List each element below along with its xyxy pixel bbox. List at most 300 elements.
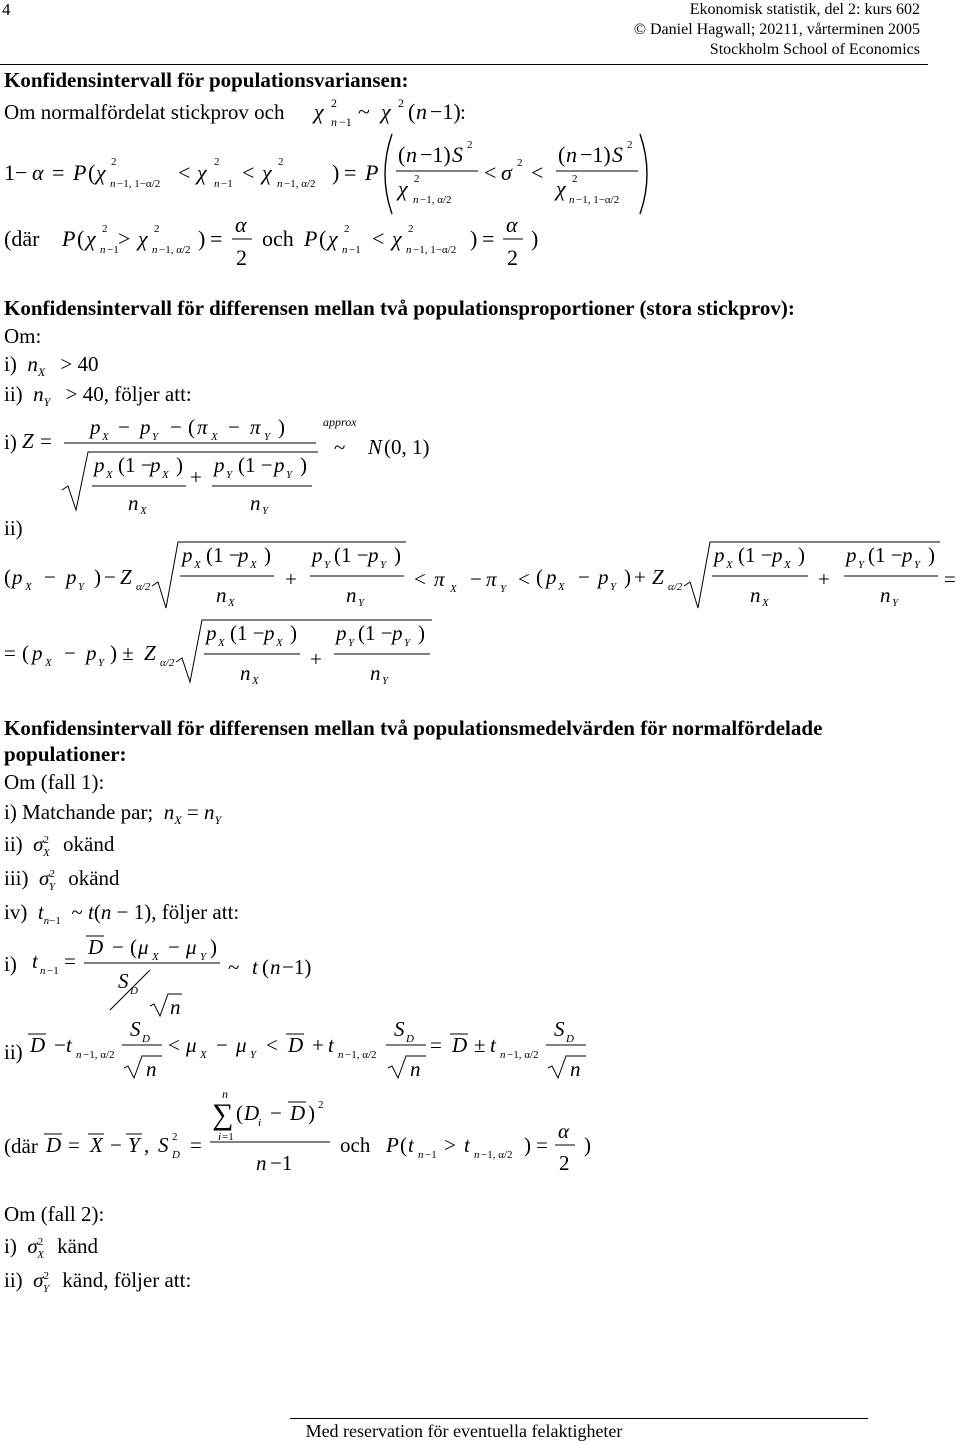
svg-text:Y: Y <box>264 431 271 443</box>
svg-text:μ: μ <box>138 935 149 959</box>
svg-text:p: p <box>150 453 161 477</box>
svg-text:±: ± <box>474 1033 486 1057</box>
svg-text:(: ( <box>536 565 543 589</box>
svg-text:): ) <box>308 1101 315 1125</box>
fall2-cond-2-known: känd, följer att: <box>62 1268 192 1292</box>
svg-text:): ) <box>264 543 271 567</box>
svg-text:n: n <box>331 115 337 129</box>
cond-4-label: iv) <box>4 900 28 924</box>
variance-formulas <box>0 92 960 272</box>
svg-text:−1, 1−α/2: −1, 1−α/2 <box>117 178 161 190</box>
svg-text:~: ~ <box>358 99 370 124</box>
fall2-cond-1: i) $\sigma^2_X$ känd <box>4 1234 98 1262</box>
svg-text:−1, α/2: −1, α/2 <box>159 244 191 256</box>
svg-text:<: < <box>372 226 385 251</box>
svg-text:X: X <box>450 583 457 595</box>
svg-text:): ) <box>210 935 217 959</box>
svg-text:−: − <box>112 935 124 959</box>
svg-text:): ) <box>332 160 340 185</box>
svg-text:(: ( <box>236 1101 243 1125</box>
section-heading-proportions: Konfidensintervall för differensen mellan två populationsproportioner (stora stickprov): <box>4 296 795 320</box>
svg-text:): ) <box>470 226 478 251</box>
svg-text:(: ( <box>130 935 137 959</box>
svg-text:n: n <box>214 178 220 190</box>
means-om-fall-2: Om (fall 2): <box>4 1202 105 1226</box>
svg-text:n: n <box>240 661 251 685</box>
svg-text:(: ( <box>77 226 85 251</box>
svg-text:D: D <box>172 1149 180 1161</box>
svg-text:,: , <box>144 1133 150 1157</box>
svg-text:−: − <box>170 415 182 439</box>
svg-text:n: n <box>338 1049 344 1061</box>
svg-text:=: = <box>4 641 16 665</box>
svg-text:−: − <box>578 565 590 589</box>
svg-text:π: π <box>197 415 208 439</box>
svg-text:>: > <box>444 1133 456 1157</box>
svg-text:X: X <box>162 469 169 481</box>
svg-text:p: p <box>214 453 225 477</box>
svg-text:Y: Y <box>348 637 355 649</box>
svg-text:t: t <box>32 949 38 973</box>
svg-text:π: π <box>486 567 497 591</box>
svg-text:D: D <box>406 1033 414 1045</box>
svg-text:−: − <box>54 1033 66 1057</box>
svg-text:D: D <box>30 1033 46 1057</box>
svg-text:p: p <box>546 565 557 589</box>
svg-text:X: X <box>252 675 259 687</box>
svg-text:n: n <box>270 955 281 979</box>
svg-text:−1): −1) <box>420 142 451 167</box>
svg-text:Y: Y <box>858 559 865 571</box>
svg-text:2: 2 <box>236 245 247 270</box>
cond-matchande-par: i) Matchande par; <box>4 800 154 824</box>
svg-text:n: n <box>256 1151 267 1175</box>
svg-text:α/2: α/2 <box>136 581 151 593</box>
svg-text:Y: Y <box>262 505 269 517</box>
svg-text:X: X <box>211 431 218 443</box>
svg-text:Y: Y <box>152 431 159 443</box>
svg-text:n: n <box>222 1087 228 1101</box>
svg-text:): ) <box>524 1133 531 1157</box>
svg-text:2: 2 <box>559 1151 570 1175</box>
svg-text:n: n <box>250 491 261 515</box>
t-statistic-label: i) <box>4 952 17 976</box>
svg-text:P: P <box>62 226 76 251</box>
svg-text:<: < <box>168 1033 180 1057</box>
svg-text:=: = <box>52 160 65 185</box>
svg-text:−1, α/2: −1, α/2 <box>284 178 316 190</box>
svg-text:): ) <box>394 543 401 567</box>
svg-text:p: p <box>714 543 725 567</box>
svg-text:): ) <box>928 543 935 567</box>
svg-text:Z: Z <box>22 429 34 453</box>
svg-text:p: p <box>264 621 275 645</box>
svg-text:2: 2 <box>414 173 420 185</box>
svg-text:−1): −1) <box>282 955 312 979</box>
svg-text:<: < <box>484 160 497 185</box>
svg-text:p: p <box>90 415 101 439</box>
svg-text:1−: 1− <box>4 160 28 185</box>
svg-text:p: p <box>140 415 151 439</box>
svg-text:S: S <box>118 969 129 993</box>
svg-text:Y: Y <box>286 469 293 481</box>
svg-text:α: α <box>235 212 247 237</box>
header-divider <box>0 64 928 65</box>
svg-text:t: t <box>252 955 258 979</box>
svg-text:∑: ∑ <box>212 1098 234 1131</box>
proportion-formulas <box>0 410 960 690</box>
svg-text:p: p <box>238 543 249 567</box>
svg-text:t: t <box>328 1033 334 1057</box>
svg-text:p: p <box>66 565 77 589</box>
svg-text:D: D <box>452 1033 468 1057</box>
section-heading-means-line1: Konfidensintervall för differensen mellan två populationsmedelvärden för normalfördelade <box>4 716 823 740</box>
svg-text:n: n <box>216 583 227 607</box>
svg-text:=: = <box>536 1133 548 1157</box>
svg-text:n: n <box>750 583 761 607</box>
svg-text:2: 2 <box>507 245 518 270</box>
svg-text:2: 2 <box>278 156 284 168</box>
svg-text:X: X <box>558 581 565 593</box>
svg-text:+: + <box>312 1033 324 1057</box>
svg-text:n: n <box>100 244 106 256</box>
svg-text:−1: −1 <box>349 244 361 256</box>
footer-disclaimer: Med reservation för eventuella felaktigheter <box>305 1421 623 1441</box>
cond-3-label: iii) <box>4 866 29 890</box>
svg-text:χ: χ <box>556 176 566 201</box>
svg-text:X: X <box>152 951 159 963</box>
svg-text:−1: −1 <box>107 244 119 256</box>
svg-text:Y: Y <box>380 559 387 571</box>
fall2-cond-1-known: känd <box>57 1234 98 1258</box>
svg-text:2: 2 <box>172 1131 178 1143</box>
svg-text:σ: σ <box>501 160 512 185</box>
svg-text:p: p <box>336 621 347 645</box>
svg-text:π: π <box>434 567 445 591</box>
svg-text:−: − <box>270 1101 282 1125</box>
svg-text:+: + <box>310 647 322 671</box>
dar-label: (där <box>4 1134 38 1158</box>
svg-text:χ: χ <box>381 99 391 124</box>
svg-text:P: P <box>304 226 318 251</box>
svg-text:(1 −: (1 − <box>358 621 393 645</box>
svg-text:χ: χ <box>86 226 96 251</box>
svg-text:+: + <box>818 567 830 591</box>
svg-text:n: n <box>370 661 381 685</box>
svg-text:): ) <box>531 226 539 251</box>
means-om-fall-1: Om (fall 1): <box>4 770 105 794</box>
z-statistic-label: i) <box>4 430 17 454</box>
svg-text:(: ( <box>400 1133 407 1157</box>
svg-text:<: < <box>242 160 255 185</box>
svg-text:χ: χ <box>392 226 402 251</box>
svg-text:n: n <box>474 1149 480 1161</box>
svg-text:n: n <box>500 1049 506 1061</box>
svg-text:): ) <box>624 565 631 589</box>
variance-intro-prefix: Om normalfördelat stickprov och <box>4 100 285 124</box>
section-heading-variance: Konfidensintervall för populationsvariansen: <box>4 68 409 92</box>
svg-text:(1 −: (1 − <box>738 543 773 567</box>
svg-text:(: ( <box>88 160 96 185</box>
svg-text:i: i <box>218 1131 222 1143</box>
svg-text:(där: (där <box>4 226 40 251</box>
svg-text:): ) <box>176 453 183 477</box>
svg-text:Y: Y <box>914 559 921 571</box>
svg-text:p: p <box>86 641 97 665</box>
svg-text:): ) <box>300 453 307 477</box>
page-number: 4 <box>2 0 11 19</box>
svg-text:X: X <box>276 637 283 649</box>
svg-text:Y: Y <box>892 597 899 609</box>
svg-text:Y: Y <box>358 597 365 609</box>
svg-text:2: 2 <box>111 156 117 168</box>
proportions-cond-1: i) $n_X > 40$ <box>4 352 99 380</box>
svg-text:−1, α/2: −1, α/2 <box>345 1049 377 1061</box>
means-cond-2: ii) $\sigma^2_X$ okänd <box>4 832 115 860</box>
svg-text:D: D <box>566 1033 574 1045</box>
svg-text:+: + <box>190 465 202 489</box>
svg-text:S: S <box>158 1133 169 1157</box>
svg-text:=: = <box>430 1033 442 1057</box>
svg-text:(1 −: (1 − <box>334 543 369 567</box>
svg-text:X: X <box>200 1049 207 1061</box>
cond-4-suffix: , följer att: <box>151 900 240 924</box>
svg-text:+: + <box>634 565 646 589</box>
svg-text:X: X <box>218 637 225 649</box>
svg-text:Y: Y <box>78 581 85 593</box>
svg-text:n: n <box>570 1057 581 1081</box>
svg-text:S: S <box>612 142 623 167</box>
svg-text:D: D <box>46 1133 62 1157</box>
svg-text:X: X <box>45 657 52 669</box>
svg-text:P: P <box>365 160 379 185</box>
svg-text:−1, α/2: −1, α/2 <box>420 194 452 206</box>
svg-text:p: p <box>846 543 857 567</box>
svg-text:): ) <box>418 621 425 645</box>
svg-text:(: ( <box>408 99 416 124</box>
svg-text:−1, 1−α/2: −1, 1−α/2 <box>413 244 457 256</box>
cond-2-label: ii) <box>4 832 23 856</box>
svg-text:−: − <box>470 567 482 591</box>
svg-text:p: p <box>392 621 403 645</box>
svg-text:−1: −1 <box>47 965 59 977</box>
svg-text:α: α <box>506 212 518 237</box>
svg-text:n: n <box>110 178 116 190</box>
svg-text:<: < <box>531 160 544 185</box>
svg-text:n: n <box>410 1057 421 1081</box>
svg-text:X: X <box>25 581 32 593</box>
svg-text:X: X <box>140 505 147 517</box>
svg-text:=: = <box>482 226 495 251</box>
svg-text:n: n <box>40 965 46 977</box>
svg-text:−: − <box>118 415 130 439</box>
svg-text:−1: −1 <box>425 1149 437 1161</box>
svg-text:) ±: ) ± <box>110 641 134 665</box>
svg-text:P: P <box>386 1133 399 1157</box>
svg-text:−1, α/2: −1, α/2 <box>83 1049 115 1061</box>
cond-1-label: i) <box>4 352 17 376</box>
school-name: Stockholm School of Economics <box>709 41 920 58</box>
svg-text:n: n <box>170 995 181 1019</box>
svg-text:−1: −1 <box>270 1151 293 1175</box>
means-cond-4: iv) $t_{n-1}$ ~ t(n − 1), följer att: <box>4 900 240 928</box>
svg-text:D: D <box>142 1033 150 1045</box>
svg-text:χ: χ <box>398 176 408 201</box>
svg-text:t: t <box>490 1033 496 1057</box>
svg-text:X: X <box>194 559 201 571</box>
svg-text:n: n <box>342 244 348 256</box>
svg-text:p: p <box>182 543 193 567</box>
course-title: Ekonomisk statistik, del 2: kurs 602 <box>689 1 920 18</box>
svg-text:=1: =1 <box>222 1131 234 1143</box>
svg-text:2: 2 <box>154 223 160 235</box>
svg-text:X: X <box>228 597 235 609</box>
svg-text:Y: Y <box>324 559 331 571</box>
proportion-ci-label: ii) <box>4 516 23 540</box>
svg-text:D: D <box>244 1101 260 1125</box>
mean-ci-label: ii) <box>4 1040 23 1064</box>
svg-text:Y: Y <box>226 469 233 481</box>
svg-text:−1, 1−α/2: −1, 1−α/2 <box>576 194 620 206</box>
svg-text:2: 2 <box>102 223 108 235</box>
svg-text:=: = <box>64 949 76 973</box>
svg-text:p: p <box>206 621 217 645</box>
svg-text:n: n <box>76 1049 82 1061</box>
fall2-cond-1-label: i) <box>4 1234 17 1258</box>
proportions-om: Om: <box>4 324 42 348</box>
fall2-cond-2: ii) $\sigma^2_Y$ känd, följer att: <box>4 1268 192 1296</box>
svg-text:t: t <box>464 1133 470 1157</box>
svg-text:−: − <box>228 415 240 439</box>
svg-text:p: p <box>902 543 913 567</box>
svg-text:−1): −1) <box>580 142 611 167</box>
svg-text:−: − <box>44 565 56 589</box>
svg-text:Z: Z <box>144 641 156 665</box>
cond-3-unknown: okänd <box>68 866 120 890</box>
svg-text:2: 2 <box>344 223 350 235</box>
svg-text:t: t <box>408 1133 414 1157</box>
svg-text:X: X <box>762 597 769 609</box>
svg-text:2: 2 <box>398 96 404 110</box>
svg-text:S: S <box>452 142 463 167</box>
svg-text:−1: −1 <box>339 115 352 129</box>
svg-text:n: n <box>880 583 891 607</box>
svg-text:−1, α/2: −1, α/2 <box>481 1149 513 1161</box>
svg-text:−: − <box>104 565 116 589</box>
svg-text:μ: μ <box>186 935 197 959</box>
approx-label: approx <box>323 415 357 429</box>
svg-text:(1 −: (1 − <box>238 453 273 477</box>
svg-text:<: < <box>178 160 191 185</box>
means-cond-3: iii) $\sigma^2_Y$ okänd <box>4 866 120 894</box>
svg-text:): ) <box>278 415 285 439</box>
svg-text:): ) <box>198 226 206 251</box>
svg-text:p: p <box>94 453 105 477</box>
svg-text:Y: Y <box>610 581 617 593</box>
svg-text:(: ( <box>4 565 11 589</box>
svg-text:<: < <box>518 567 530 591</box>
svg-text:+: + <box>285 567 297 591</box>
svg-text:2: 2 <box>517 157 523 169</box>
svg-text:−1): −1) <box>430 99 461 124</box>
svg-text:n: n <box>152 244 158 256</box>
svg-text:X: X <box>250 559 257 571</box>
svg-text:−: − <box>110 1133 122 1157</box>
svg-text:(: ( <box>319 226 327 251</box>
means-cond-1: i) Matchande par; $n_X = n_Y$ <box>4 800 222 828</box>
svg-text:<: < <box>414 567 426 591</box>
svg-text:2: 2 <box>627 139 633 151</box>
svg-text:(1 −: (1 − <box>206 543 241 567</box>
svg-text:p: p <box>312 543 323 567</box>
svg-text:Y: Y <box>500 583 507 595</box>
svg-text:(: ( <box>558 142 566 167</box>
svg-text:S: S <box>130 1017 141 1041</box>
svg-text:X: X <box>784 559 791 571</box>
svg-text:(: ( <box>398 142 406 167</box>
mean-formulas <box>0 930 960 1190</box>
svg-text:D: D <box>288 1033 304 1057</box>
variance-intro-suffix: : <box>460 100 466 124</box>
svg-text:−: − <box>64 641 76 665</box>
svg-text:Y: Y <box>98 657 105 669</box>
svg-text:π: π <box>250 415 261 439</box>
svg-text:2: 2 <box>318 1099 324 1111</box>
svg-text:n: n <box>346 583 357 607</box>
svg-text:): ) <box>798 543 805 567</box>
svg-text:p: p <box>274 453 285 477</box>
svg-text:=: = <box>210 226 223 251</box>
svg-text:χ: χ <box>96 160 106 185</box>
svg-text:2: 2 <box>467 139 473 151</box>
svg-text:t: t <box>66 1033 72 1057</box>
svg-text:>: > <box>118 226 131 251</box>
cond-2-unknown: okänd <box>63 832 115 856</box>
fall2-cond-2-label: ii) <box>4 1268 23 1292</box>
svg-text:~: ~ <box>228 955 240 979</box>
footer-divider <box>290 1418 868 1419</box>
svg-text:χ: χ <box>328 226 338 251</box>
svg-text:2: 2 <box>408 223 414 235</box>
cond-2-label: ii) <box>4 382 23 406</box>
svg-text:(: ( <box>22 641 29 665</box>
svg-text:=: = <box>68 1133 80 1157</box>
svg-text:i: i <box>258 1117 262 1129</box>
svg-text:p: p <box>598 565 609 589</box>
svg-text:n: n <box>566 142 577 167</box>
svg-text:−: − <box>168 935 180 959</box>
svg-text:Y: Y <box>128 1133 140 1157</box>
svg-text:p: p <box>772 543 783 567</box>
svg-text:α/2: α/2 <box>160 657 175 669</box>
svg-text:Y: Y <box>382 675 389 687</box>
svg-text:Y: Y <box>250 1049 257 1061</box>
svg-text:=: = <box>40 429 52 453</box>
svg-text:och: och <box>262 226 294 251</box>
svg-text:(: ( <box>262 955 269 979</box>
svg-text:p: p <box>12 565 23 589</box>
svg-text:Y: Y <box>200 951 207 963</box>
svg-text:2: 2 <box>214 156 220 168</box>
svg-text:D: D <box>130 985 138 997</box>
svg-text:=: = <box>190 1133 202 1157</box>
svg-text:~: ~ <box>334 435 346 459</box>
och-label: och <box>340 1133 371 1157</box>
svg-text:(1 −: (1 − <box>230 621 265 645</box>
svg-text:n: n <box>277 178 283 190</box>
svg-text:μ: μ <box>186 1033 197 1057</box>
svg-text:Y: Y <box>404 637 411 649</box>
